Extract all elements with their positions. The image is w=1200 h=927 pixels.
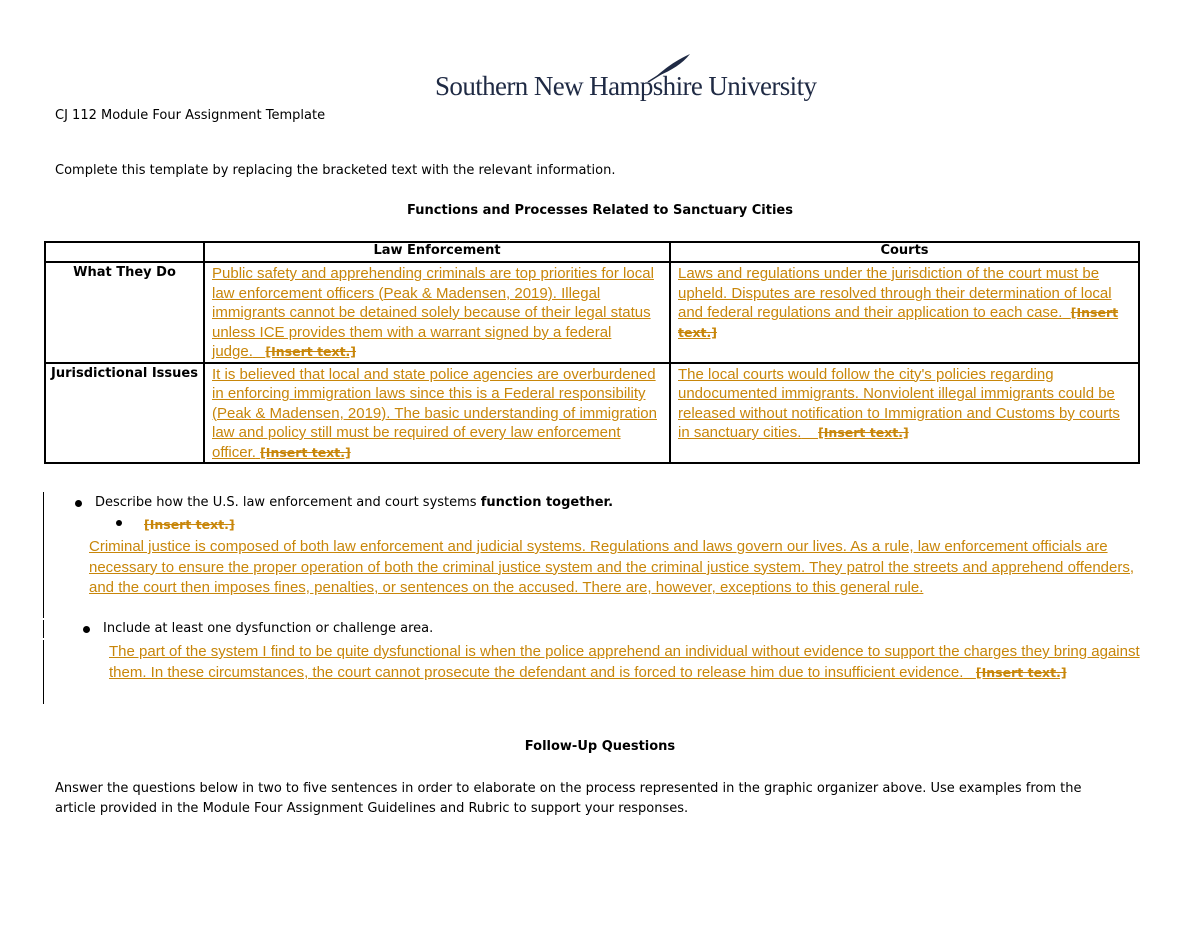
answer-text: The part of the system I find to be quite dysfunctional is when the police apprehend an individual without evidence to support the charges they bring against them. In these circumstances, the court cannot prosecute the defendant and is forced to release him due to insufficient evidence. <box>109 643 1140 681</box>
bullet-icon <box>83 626 90 633</box>
answer-cell[interactable] <box>670 262 1139 363</box>
follow-up-instructions-line2: article provided in the Module Four Assignment Guidelines and Rubric to support your responses. <box>55 801 689 816</box>
answer-text: Laws and regulations under the jurisdiction of the court must be upheld. Disputes are resolved through their determination of local and federal regulations and their application to each case. <box>678 265 1112 321</box>
table-row <box>45 262 1139 363</box>
row-label: Jurisdictional Issues <box>45 363 204 464</box>
header-cell-empty <box>45 242 204 262</box>
bullet-bold-text: function together. <box>480 495 614 510</box>
answer-cell[interactable] <box>204 262 670 363</box>
logo-wordmark: Southern New Hampshire University <box>435 71 817 101</box>
answer-cell[interactable] <box>204 363 670 464</box>
doc-title: CJ 112 Module Four Assignment Template <box>55 108 326 123</box>
answer-cell[interactable] <box>670 363 1139 464</box>
instructions: Complete this template by replacing the bracketed text with the relevant information. <box>55 163 616 178</box>
row-label: What They Do <box>45 262 204 363</box>
insert-text-placeholder: [Insert text.] <box>144 517 235 532</box>
answer-text: The local courts would follow the city's policies regarding undocumented immigrants. Nonviolent illegal immigrants could be released without notification to Immigration and Customs by courts in sanctuary cities. <box>678 365 1120 441</box>
follow-up-title: Follow-Up Questions <box>524 739 676 754</box>
bullet-dysfunction: Include at least one dysfunction or challenge area. <box>103 621 434 636</box>
insert-text-placeholder: [Insert text.] <box>818 425 909 440</box>
bullet-icon <box>75 500 82 507</box>
change-bar <box>43 640 44 704</box>
sub-bullet-icon <box>116 520 122 526</box>
insert-text-placeholder: [Insert text.] <box>975 664 1067 680</box>
bullet-function-together <box>95 495 613 510</box>
insert-text-placeholder: [Insert text.] <box>260 444 351 460</box>
insert-text-placeholder: [Insert text.] <box>265 344 357 359</box>
answer-function-together[interactable]: Criminal justice is composed of both law enforcement and judicial systems. Regulations and laws govern our lives. As a rule, law enforcement officials are necessary to ensure the proper operation of both the criminal justice system and the criminal justice system. They patrol the streets and apprehend offenders, and the court then imposes fines, penalties, or sentences on the accused. There are, however, exceptions to this general rule. <box>89 538 1135 596</box>
answer-text: Public safety and apprehending criminals are top priorities for local law enforcement officers (Peak & Madensen, 2019). Illegal immigrants cannot be detained solely because of their legal status unless ICE provides them with a warrant signed by a federal judge. <box>212 265 654 360</box>
organizer-table <box>44 241 1140 464</box>
table-title: Functions and Processes Related to Sanctuary Cities <box>407 203 793 218</box>
answer-dysfunction[interactable] <box>109 642 1141 683</box>
header-law-enforcement: Law Enforcement <box>204 242 670 262</box>
follow-up-instructions-line1: Answer the questions below in two to five sentences in order to elaborate on the process represented in the graphic organizer above. Use examples from the <box>55 781 1082 796</box>
university-logo <box>435 52 817 104</box>
bullet-text: Describe how the U.S. law enforcement and court systems <box>95 495 481 510</box>
change-bar <box>43 492 44 618</box>
answer-text: It is believed that local and state police agencies are overburdened in enforcing immigration laws since this is a Federal responsibility (Peak & Madensen, 2019). The basic understanding of immigration law and policy still must be required of every law enforcement officer. <box>212 365 657 461</box>
header-courts: Courts <box>670 242 1139 262</box>
table-header-row <box>45 242 1139 262</box>
change-bar <box>43 620 44 638</box>
table-row <box>45 363 1139 464</box>
insert-text-placeholder: [Insert text.] <box>678 305 1119 340</box>
